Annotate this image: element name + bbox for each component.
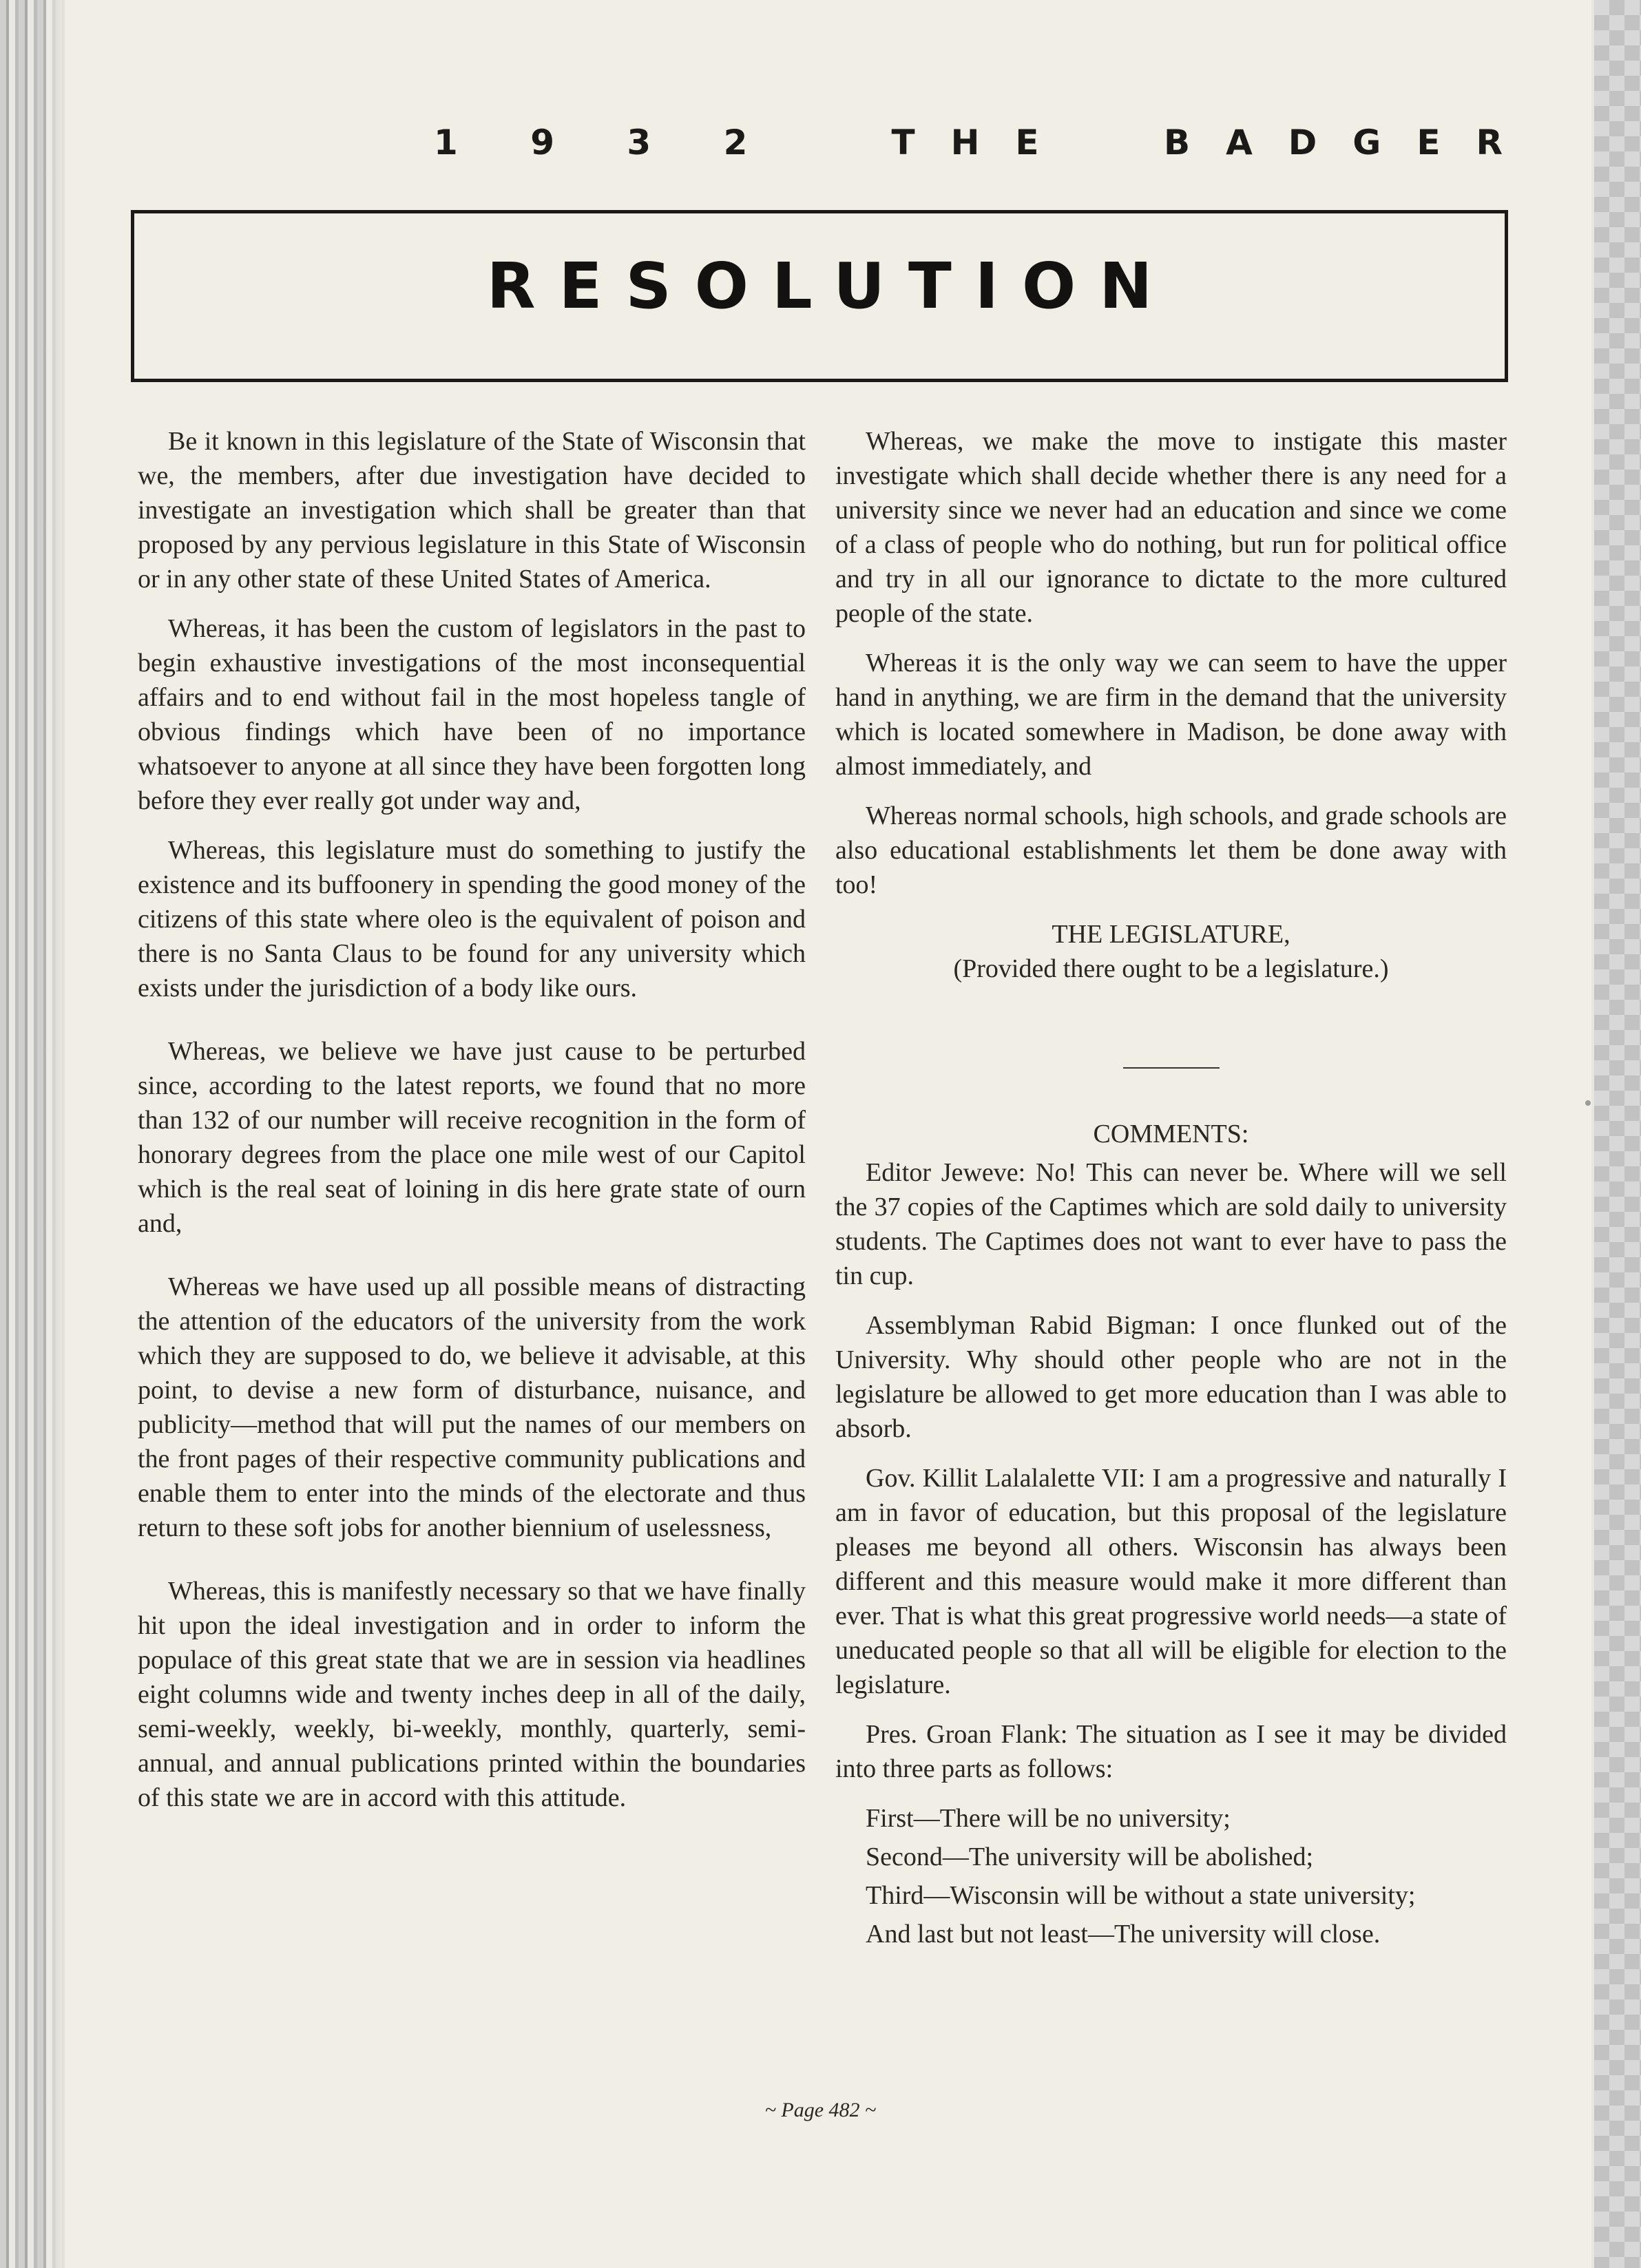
paragraph: Whereas, we believe we have just cause to be perturbed since, according to the latest reports, we found that no more than 132 of our number will receive recognition in the form of honorary degrees from the place one mile west of our Capitol which is the real seat of loining in dis here grate state of ourn and,: [138, 1037, 806, 1238]
page-border-pattern: [1591, 0, 1641, 2268]
left-column: [138, 424, 806, 1830]
paragraph: Whereas, this is manifestly necessary so that we have finally hit upon the ideal investigation and in order to inform the populace of this great state that we are in session via headlines eight columns wide and twenty inches deep in all of the daily, semi-weekly, weekly, bi-weekly, monthly, quarterly, semi-annual, and annual publications printed within the boundaries of this state we are in accord with this attitude.: [138, 1577, 806, 1812]
page-title: RESOLUTION: [486, 249, 1176, 323]
list-item: Second—The university will be abolished;: [866, 1842, 1314, 1871]
paragraph: Whereas normal schools, high schools, and grade schools are also educational establishments let them be done away with too!: [835, 801, 1507, 899]
running-head: [434, 123, 1538, 171]
running-head-year: 1 9 3 2: [434, 123, 778, 162]
comment: Assemblyman Rabid Bigman: I once flunked out of the University. Why should other people who are not in the legislature be allowed to get more education than I was able to absorb.: [835, 1311, 1507, 1443]
list-item: First—There will be no university;: [866, 1804, 1231, 1833]
comments-heading: COMMENTS:: [1093, 1120, 1249, 1148]
signature: THE LEGISLATURE,: [1052, 920, 1290, 949]
page-number: ~ Page 482 ~: [764, 2099, 877, 2121]
signature-note: (Provided there ought to be a legislature.): [953, 954, 1389, 983]
right-column: [835, 424, 1507, 1955]
comment: Gov. Killit Lalalalette VII: I am a progressive and naturally I am in favor of education, but this proposal of the legislature pleases me beyond all others. Wisconsin has always been different and this measure would make it more different than ever. That is what this great progressive world needs—a state of uneducated people so that all will be eligible for election to the legislature.: [835, 1464, 1507, 1699]
paragraph: Whereas it is the only way we can seem to have the upper hand in anything, we are firm in the demand that the university which is located somewhere in Madison, be done away with almost immediately, and: [835, 649, 1507, 781]
paragraph: Be it known in this legislature of the State of Wisconsin that we, the members, after due investigation have decided to investigate an investigation which shall be greater than that proposed by any pervious legislature in this State of Wisconsin or in any other state of these United States of America.: [138, 427, 806, 594]
list-item: Third—Wisconsin will be without a state university;: [866, 1881, 1416, 1910]
ink-speck: [1585, 1100, 1591, 1106]
paragraph: Whereas, we make the move to instigate this master investigate which shall decide whether there is any need for a university since we never had an education and since we come of a class of people who do nothing, but run for political office and try in all our ignorance to dictate to the more cultured people of the state.: [835, 427, 1507, 628]
paragraph: Whereas we have used up all possible means of distracting the attention of the educators of the university from the work which they are supposed to do, we believe it advisable, at this point, to devise a new form of disturbance, nuisance, and publicity—method that will put the names of our members on the front pages of their respective community publications and enable them to enter into the minds of the electorate and thus return to these soft jobs for another biennium of uselessness,: [138, 1272, 806, 1542]
running-head-publication: THE BADGER: [891, 123, 1538, 162]
page-binding-edge: [0, 0, 69, 2268]
comment: Editor Jeweve: No! This can never be. Where will we sell the 37 copies of the Captimes which are sold daily to university students. The Captimes does not want to ever have to pass the tin cup.: [835, 1158, 1507, 1290]
section-divider: [1123, 1067, 1220, 1069]
list-item: And last but not least—The university will close.: [866, 1920, 1381, 1949]
comment: Pres. Groan Flank: The situation as I see it may be divided into three parts as follows:: [835, 1720, 1507, 1783]
paragraph: Whereas, this legislature must do something to justify the existence and its buffoonery in spending the good money of the citizens of this state where oleo is the equivalent of poison and there is no Santa Claus to be found for any university which exists under the jurisdiction of a body like ours.: [138, 836, 806, 1002]
paragraph: Whereas, it has been the custom of legislators in the past to begin exhaustive investigations of the most inconsequential affairs and to end without fail in the most hopeless tangle of obvious findings which have been of no importance whatsoever to anyone at all since they have been forgotten long before they ever really got under way and,: [138, 614, 806, 815]
title-box: [131, 210, 1508, 382]
